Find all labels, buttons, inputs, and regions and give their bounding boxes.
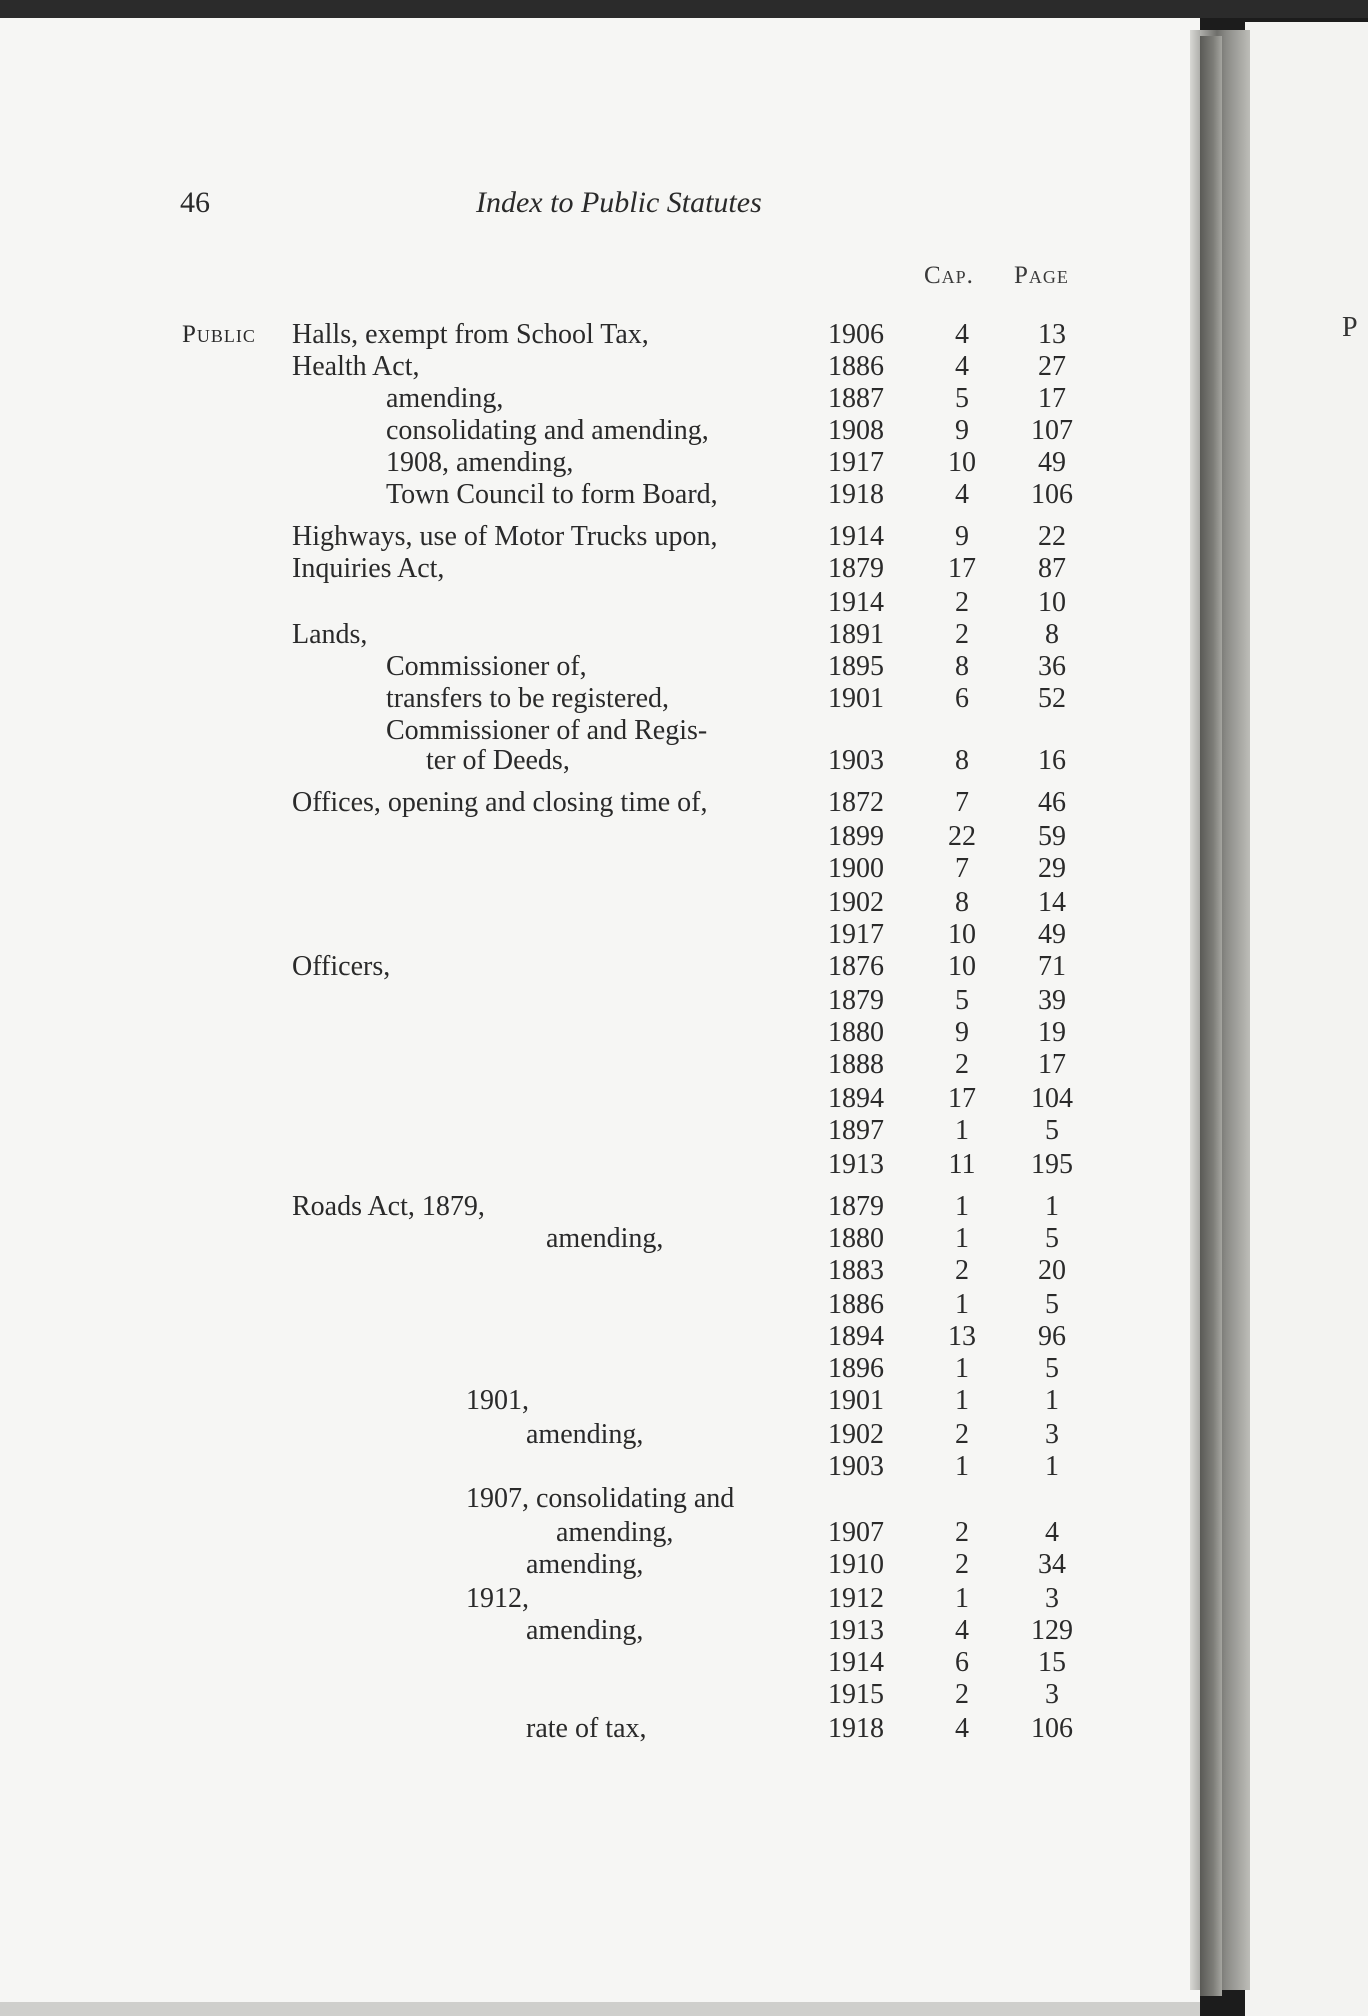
index-row: [0, 1384, 1100, 1418]
entry-year: 1897: [828, 1115, 884, 1146]
index-row: [0, 820, 1100, 854]
entry-year: 1901: [828, 1385, 884, 1416]
index-row: [0, 1048, 1100, 1082]
entry-year: 1888: [828, 1049, 884, 1080]
entry-page: 16: [1038, 745, 1066, 776]
entry-text: Offices, opening and closing time of,: [292, 787, 708, 818]
index-row: [0, 1712, 1100, 1746]
entry-page: 39: [1038, 985, 1066, 1016]
entry-cap: 1: [955, 1583, 969, 1614]
index-row: [0, 984, 1100, 1018]
index-row: [0, 318, 1100, 352]
index-row: [0, 918, 1100, 952]
index-row: [0, 886, 1100, 920]
index-row: [0, 786, 1100, 820]
entry-year: 1906: [828, 319, 884, 350]
entry-page: 1: [1045, 1451, 1059, 1482]
entry-year: 1917: [828, 447, 884, 478]
entry-cap: 1: [955, 1289, 969, 1320]
entry-page: 17: [1038, 383, 1066, 414]
index-row: [0, 520, 1100, 554]
index-row: [0, 618, 1100, 652]
entry-page: 22: [1038, 521, 1066, 552]
entry-text: Health Act,: [292, 351, 420, 382]
entry-cap: 10: [948, 951, 976, 982]
entry-cap: 1: [955, 1191, 969, 1222]
index-row: [0, 350, 1100, 384]
entry-text: 1901,: [466, 1385, 529, 1416]
entry-year: 1914: [828, 587, 884, 618]
entry-year: 1918: [828, 479, 884, 510]
entry-cap: 4: [955, 479, 969, 510]
index-row: [0, 1614, 1100, 1648]
entry-year: 1899: [828, 821, 884, 852]
entry-year: 1902: [828, 887, 884, 918]
entry-year: 1880: [828, 1223, 884, 1254]
entry-page: 34: [1038, 1549, 1066, 1580]
entry-page: 4: [1045, 1517, 1059, 1548]
entry-page: 20: [1038, 1255, 1066, 1286]
entry-text: Commissioner of,: [386, 651, 587, 682]
index-row: [0, 1418, 1100, 1452]
entry-year: 1883: [828, 1255, 884, 1286]
scan-top-edge: [0, 0, 1368, 18]
entry-cap: 13: [948, 1321, 976, 1352]
index-row: [0, 1082, 1100, 1116]
entry-text: Roads Act, 1879,: [292, 1191, 485, 1222]
entry-text: transfers to be registered,: [386, 683, 669, 714]
entry-year: 1895: [828, 651, 884, 682]
entry-text: amending,: [546, 1223, 664, 1254]
entry-page: 1: [1045, 1191, 1059, 1222]
entry-text: amending,: [526, 1615, 644, 1646]
index-row: [0, 1288, 1100, 1322]
entry-year: 1896: [828, 1353, 884, 1384]
index-row: [0, 1646, 1100, 1680]
entry-cap: 1: [955, 1385, 969, 1416]
entry-text: consolidating and amending,: [386, 415, 709, 446]
entry-year: 1876: [828, 951, 884, 982]
index-row: [0, 1482, 1100, 1516]
entry-year: 1908: [828, 415, 884, 446]
entry-page: 195: [1031, 1149, 1073, 1180]
index-row: [0, 1190, 1100, 1224]
entry-cap: 4: [955, 1615, 969, 1646]
entry-cap: 9: [955, 1017, 969, 1048]
scan-bottom-edge: [0, 2002, 1200, 2016]
entry-cap: 9: [955, 415, 969, 446]
entry-cap: 1: [955, 1115, 969, 1146]
entry-cap: 2: [955, 587, 969, 618]
index-row: [0, 414, 1100, 448]
entry-text: rate of tax,: [526, 1713, 647, 1744]
entry-page: 71: [1038, 951, 1066, 982]
entry-cap: 2: [955, 619, 969, 650]
entry-cap: 8: [955, 745, 969, 776]
index-row: [0, 1450, 1100, 1484]
entry-cap: 2: [955, 1049, 969, 1080]
running-title: Index to Public Statutes: [476, 186, 762, 219]
entry-cap: 1: [955, 1223, 969, 1254]
entry-year: 1894: [828, 1321, 884, 1352]
entry-page: 36: [1038, 651, 1066, 682]
entry-year: 1894: [828, 1083, 884, 1114]
entry-year: 1915: [828, 1679, 884, 1710]
entry-text: ter of Deeds,: [426, 745, 570, 776]
entry-page: 3: [1045, 1419, 1059, 1450]
entry-page: 106: [1031, 479, 1073, 510]
index-row: [0, 478, 1100, 512]
entry-page: 107: [1031, 415, 1073, 446]
entry-text: Lands,: [292, 619, 368, 650]
entry-year: 1910: [828, 1549, 884, 1580]
entry-text: amending,: [526, 1549, 644, 1580]
entry-year: 1902: [828, 1419, 884, 1450]
index-row: [0, 1582, 1100, 1616]
entry-text: amending,: [556, 1517, 674, 1548]
entry-page: 15: [1038, 1647, 1066, 1678]
entry-page: 8: [1045, 619, 1059, 650]
entry-page: 59: [1038, 821, 1066, 852]
entry-cap: 8: [955, 887, 969, 918]
index-row: [0, 552, 1100, 586]
entry-cap: 4: [955, 1713, 969, 1744]
entry-page: 14: [1038, 887, 1066, 918]
entry-page: 19: [1038, 1017, 1066, 1048]
entry-cap: 5: [955, 985, 969, 1016]
entry-year: 1914: [828, 521, 884, 552]
index-row: [0, 950, 1100, 984]
entry-cap: 1: [955, 1451, 969, 1482]
index-row: [0, 852, 1100, 886]
entry-page: 17: [1038, 1049, 1066, 1080]
entry-cap: 2: [955, 1517, 969, 1548]
entry-year: 1872: [828, 787, 884, 818]
index-row: [0, 650, 1100, 684]
entry-text: Town Council to form Board,: [386, 479, 718, 510]
entry-text: amending,: [386, 383, 504, 414]
entry-cap: 4: [955, 319, 969, 350]
entry-year: 1880: [828, 1017, 884, 1048]
entry-text: Inquiries Act,: [292, 553, 445, 584]
entry-year: 1886: [828, 351, 884, 382]
entry-page: 49: [1038, 447, 1066, 478]
index-row: [0, 714, 1100, 748]
entry-cap: 17: [948, 1083, 976, 1114]
entry-cap: 9: [955, 521, 969, 552]
index-row: [0, 1548, 1100, 1582]
entry-cap: 1: [955, 1353, 969, 1384]
entry-text: Highways, use of Motor Trucks upon,: [292, 521, 718, 552]
index-row: [0, 1254, 1100, 1288]
column-header-cap: Cap.: [924, 262, 974, 289]
entry-year: 1901: [828, 683, 884, 714]
page-number: 46: [180, 186, 210, 219]
entry-cap: 2: [955, 1679, 969, 1710]
index-row: [0, 1222, 1100, 1256]
entry-year: 1918: [828, 1713, 884, 1744]
entry-page: 1: [1045, 1385, 1059, 1416]
entry-page: 46: [1038, 787, 1066, 818]
entry-text: Halls, exempt from School Tax,: [292, 319, 649, 350]
entry-page: 5: [1045, 1289, 1059, 1320]
index-row: [0, 1148, 1100, 1182]
entry-year: 1913: [828, 1149, 884, 1180]
entry-page: 13: [1038, 319, 1066, 350]
entry-year: 1886: [828, 1289, 884, 1320]
entry-cap: 6: [955, 683, 969, 714]
entry-page: 5: [1045, 1353, 1059, 1384]
entry-page: 3: [1045, 1583, 1059, 1614]
entry-cap: 8: [955, 651, 969, 682]
entry-year: 1879: [828, 1191, 884, 1222]
entry-cap: 2: [955, 1419, 969, 1450]
entry-cap: 11: [948, 1149, 976, 1180]
entry-year: 1887: [828, 383, 884, 414]
entry-cap: 10: [948, 919, 976, 950]
index-row: [0, 1016, 1100, 1050]
entry-cap: 2: [955, 1549, 969, 1580]
entry-page: 10: [1038, 587, 1066, 618]
index-row: [0, 382, 1100, 416]
entry-year: 1903: [828, 1451, 884, 1482]
index-row: [0, 1114, 1100, 1148]
entry-prefix: Public: [182, 321, 256, 348]
entry-cap: 22: [948, 821, 976, 852]
entry-text: Officers,: [292, 951, 391, 982]
entry-year: 1907: [828, 1517, 884, 1548]
index-row: [0, 1352, 1100, 1386]
entry-year: 1914: [828, 1647, 884, 1678]
entry-year: 1912: [828, 1583, 884, 1614]
index-row: [0, 1516, 1100, 1550]
entry-text: 1907, consolidating and: [466, 1483, 735, 1514]
index-row: [0, 1320, 1100, 1354]
entry-page: 96: [1038, 1321, 1066, 1352]
entry-year: 1879: [828, 985, 884, 1016]
entry-year: 1900: [828, 853, 884, 884]
index-row: [0, 446, 1100, 480]
entry-cap: 7: [955, 853, 969, 884]
entry-cap: 5: [955, 383, 969, 414]
entry-page: 27: [1038, 351, 1066, 382]
column-header-page: Page: [1014, 262, 1069, 289]
entry-year: 1903: [828, 745, 884, 776]
entry-page: 29: [1038, 853, 1066, 884]
entry-year: 1891: [828, 619, 884, 650]
book-spine-shadow: [1200, 36, 1222, 1996]
entry-cap: 7: [955, 787, 969, 818]
entry-cap: 10: [948, 447, 976, 478]
entry-cap: 17: [948, 553, 976, 584]
entry-page: 52: [1038, 683, 1066, 714]
entry-page: 129: [1031, 1615, 1073, 1646]
entry-text: amending,: [526, 1419, 644, 1450]
entry-page: 87: [1038, 553, 1066, 584]
entry-text: 1908, amending,: [386, 447, 574, 478]
entry-page: 5: [1045, 1223, 1059, 1254]
entry-cap: 2: [955, 1255, 969, 1286]
entry-cap: 4: [955, 351, 969, 382]
entry-page: 5: [1045, 1115, 1059, 1146]
entry-text: Commissioner of and Regis-: [386, 715, 708, 746]
entry-page: 3: [1045, 1679, 1059, 1710]
entry-cap: 6: [955, 1647, 969, 1678]
index-row: [0, 744, 1100, 778]
entry-text: 1912,: [466, 1583, 529, 1614]
index-row: [0, 682, 1100, 716]
entry-page: 104: [1031, 1083, 1073, 1114]
entry-page: 49: [1038, 919, 1066, 950]
entry-year: 1917: [828, 919, 884, 950]
index-row: [0, 586, 1100, 620]
entry-page: 106: [1031, 1713, 1073, 1744]
entry-year: 1879: [828, 553, 884, 584]
facing-page-letter: P: [1342, 312, 1358, 343]
index-row: [0, 1678, 1100, 1712]
entry-year: 1913: [828, 1615, 884, 1646]
